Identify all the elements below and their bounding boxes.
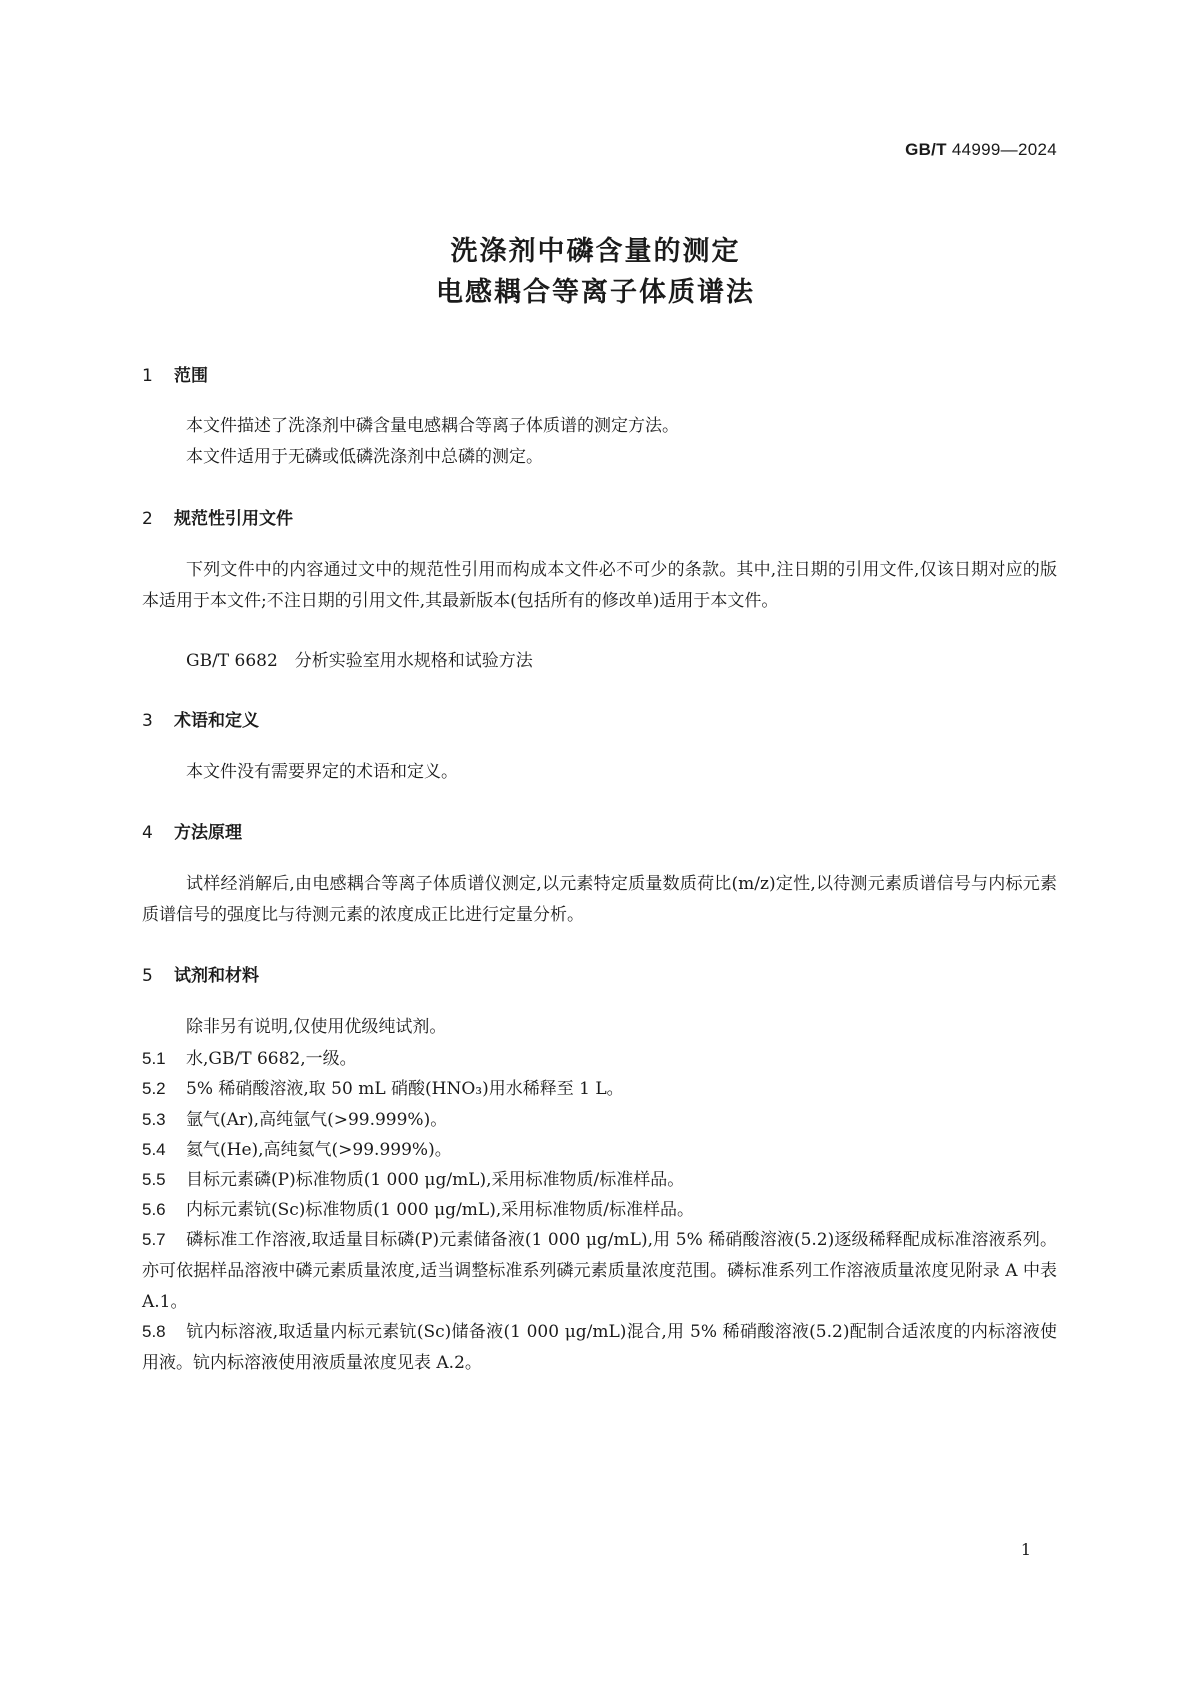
- standard-code: [905, 140, 1057, 160]
- section-number: 4: [142, 823, 153, 843]
- section-number: 3: [142, 711, 153, 731]
- item-number: 5.4: [142, 1140, 166, 1159]
- item-number: 5.5: [142, 1170, 166, 1189]
- paragraph: 除非另有说明,仅使用优级纯试剂。: [186, 1017, 447, 1037]
- list-item: [142, 1043, 1057, 1075]
- list-item: [142, 1164, 1057, 1196]
- section-number: 5: [142, 966, 153, 986]
- section-title: 试剂和材料: [174, 966, 259, 986]
- standard-code-number: 44999—2024: [946, 140, 1057, 159]
- standard-code-prefix: GB/T: [905, 140, 947, 159]
- item-text: 钪内标溶液,取适量内标元素钪(Sc)储备液(1 000 μg/mL)混合,用 5% 稀硝酸溶液(5.2)配制合适浓度的内标溶液使用液。钪内标溶液使用液质量浓度见表 A.2。: [142, 1322, 1057, 1373]
- paragraph: 下列文件中的内容通过文中的规范性引用而构成本文件必不可少的条款。其中,注日期的引用文件,仅该日期对应的版本适用于本文件;不注日期的引用文件,其最新版本(包括所有的修改单)适用于本文件。: [142, 560, 1057, 611]
- list-item: [142, 1073, 1057, 1105]
- item-number: 5.3: [142, 1110, 166, 1129]
- item-text: 目标元素磷(P)标准物质(1 000 μg/mL),采用标准物质/标准样品。: [186, 1170, 685, 1190]
- section-heading-scope: [142, 361, 208, 386]
- section-heading-normative-references: [142, 504, 293, 529]
- item-text: 水,GB/T 6682,一级。: [186, 1049, 357, 1069]
- item-number: 5.7: [142, 1230, 166, 1249]
- item-text: 内标元素钪(Sc)标准物质(1 000 μg/mL),采用标准物质/标准样品。: [186, 1200, 694, 1220]
- list-item: [142, 1194, 1057, 1226]
- page-number: 1: [1020, 1540, 1031, 1559]
- item-text: 5% 稀硝酸溶液,取 50 mL 硝酸(HNO₃)用水稀释至 1 L。: [186, 1079, 624, 1099]
- section-heading-reagents: [142, 961, 259, 986]
- section-heading-principle: [142, 818, 242, 843]
- reference-entry: GB/T 6682 分析实验室用水规格和试验方法: [186, 651, 533, 671]
- document-title-line2: 电感耦合等离子体质谱法: [436, 277, 755, 308]
- item-text: 氩气(Ar),高纯氩气(>99.999%)。: [186, 1110, 448, 1130]
- section-title: 范围: [174, 366, 208, 386]
- item-number: 5.6: [142, 1200, 166, 1219]
- section-number: 2: [142, 509, 153, 529]
- item-text: 氦气(He),高纯氦气(>99.999%)。: [186, 1140, 452, 1160]
- item-number: 5.8: [142, 1322, 166, 1341]
- item-number: 5.1: [142, 1049, 166, 1068]
- paragraph: 本文件没有需要界定的术语和定义。: [186, 762, 458, 782]
- section-title: 术语和定义: [174, 711, 259, 731]
- item-number: 5.2: [142, 1079, 166, 1098]
- paragraph: 本文件适用于无磷或低磷洗涤剂中总磷的测定。: [186, 447, 543, 467]
- list-item: [142, 1134, 1057, 1166]
- section-number: 1: [142, 366, 153, 386]
- item-text: 磷标准工作溶液,取适量目标磷(P)元素储备液(1 000 μg/mL),用 5% 稀硝酸溶液(5.2)逐级稀释配成标准溶液系列。亦可依据样品溶液中磷元素质量浓度,适当调整标准系列磷元素质量浓度范围。磷标准系列工作溶液质量浓度见附录 A 中表 A.1。: [142, 1230, 1057, 1312]
- paragraph: 本文件描述了洗涤剂中磷含量电感耦合等离子体质谱的测定方法。: [186, 416, 679, 436]
- list-item: [142, 1316, 1057, 1379]
- section-title: 规范性引用文件: [174, 509, 293, 529]
- section-heading-terms: [142, 706, 259, 731]
- paragraph: 试样经消解后,由电感耦合等离子体质谱仪测定,以元素特定质量数质荷比(m/z)定性,以待测元素质谱信号与内标元素质谱信号的强度比与待测元素的浓度成正比进行定量分析。: [142, 874, 1057, 925]
- list-item: [142, 1224, 1057, 1318]
- document-title-line1: 洗涤剂中磷含量的测定: [450, 236, 741, 267]
- section-title: 方法原理: [174, 823, 242, 843]
- list-item: [142, 1104, 1057, 1136]
